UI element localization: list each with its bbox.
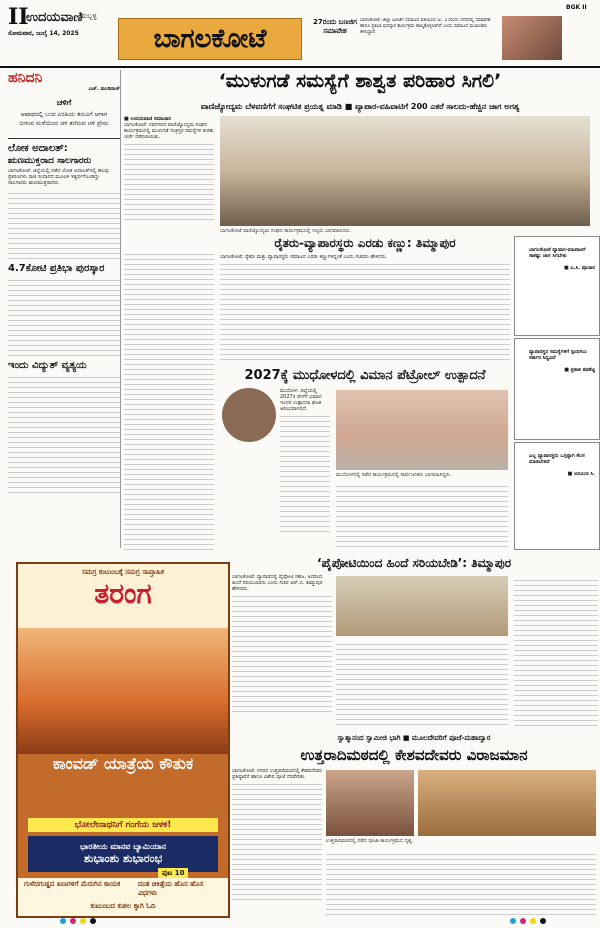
fifth-photo-caption: ಉತ್ತರಾದಿಮಠದಲ್ಲಿ ನಡೆದ ಪೂಜಾ ಕಾರ್ಯಕ್ರಮದ ದೃಶ್ಯ.	[326, 838, 414, 844]
sidebar-body-lines-1	[8, 189, 120, 259]
ad-page-badge: ಪುಟ 10	[158, 868, 188, 879]
ad-cover-headline: ಕಾಂವಡ್ ಯಾತ್ರೆಯ ಕೌತುಕ	[52, 754, 194, 773]
sidebar-body-1: ಬಾಗಲಕೋಟೆ: ಜಿಲ್ಲೆಯಲ್ಲಿ ನಡೆದ ಲೋಕ ಅದಾಲತ್‌ನಲ್ಲಿ ಹಲವು ಪ್ರಕರಣಗಳು ರಾಜಿ ಸಂಧಾನದ ಮೂಲಕ ಇತ್ಯರ್ಥಗೊಂಡಿದ್ದು ಸಾಲಗಾರರು ಋಣಮುಕ್ತರಾದರು.	[8, 168, 109, 186]
registration-mark-black-right	[540, 918, 546, 924]
ad-strip: ಭೋಲೇನಾಥನಿಗೆ ಗಂಗೆಯ ಜಳಕ!	[28, 818, 218, 832]
fourth-body-text: ಬಾಗಲಕೋಟೆ: ವ್ಯಾಪಾರದಲ್ಲಿ ಪೈಪೋಟಿ ಸಹಜ, ಅದರಿಂದ ಹಿಂದೆ ಸರಿಯಬಾರದು ಎಂದು ಸಚಿವ ಆರ್.ಬಿ. ತಿಮ್ಮಾಪುರ ಹೇಳಿದರು.	[232, 574, 323, 592]
ad-feature-line1: ಭಾರತೀಯ ಮಾನವ ಬ್ಯಾಮಿಯಾನ	[79, 842, 167, 851]
quote-box-3	[514, 442, 600, 550]
ad-footer	[18, 878, 228, 916]
paper-name: ಉದಯವಾಣಿ	[26, 10, 83, 25]
left-sidebar	[8, 70, 121, 548]
ad-footer-item3: ಕುಟುಂಬದ ಕುಶಲ ಕ್ಕಾಗಿ ಓದಿ	[90, 902, 156, 910]
sidebar-headline-1b: ಋಣಮುಕ್ತರಾದ ಸಾಲಗಾರರು	[8, 156, 92, 166]
fourth-body-right	[514, 576, 598, 726]
column-author: ಎಚ್. ಡುಂಡಿರಾಜ್	[88, 86, 120, 92]
sidebar-headline-2: 4.7ಕೋಟಿ ಪ್ರತಿಭಾ ಪುರಸ್ಕಾರ	[8, 263, 105, 274]
lead-body-continued	[124, 250, 214, 550]
ad-logo: ತರಂಗ	[94, 577, 152, 610]
page-code: BGK II	[566, 4, 587, 11]
secondary-body	[220, 254, 510, 364]
petrol-body-text: ಮುಧೋಳ: ಜಿಲ್ಲೆಯಲ್ಲಿ 2027ರ ವೇಳೆಗೆ ವಿಮಾನ ಇಂಧನ ಉತ್ಪಾದನಾ ಘಟಕ ಆರಂಭವಾಗಲಿದೆ.	[280, 388, 322, 412]
section-masthead: ಬಾಗಲಕೋಟೆ	[118, 18, 302, 60]
fifth-body-continued	[326, 850, 596, 918]
quote-box-3-name: ■ ಅರವಿಂದ ಸಿ.	[567, 471, 595, 477]
fifth-headline: ಉತ್ತರಾದಿಮಠದಲ್ಲಿ ಕೇಶವದೇವರು ವಿರಾಜಮಾನ	[300, 746, 528, 764]
registration-mark-magenta-right	[520, 918, 526, 924]
issue-date: ಸೋಮವಾರ, ಜುಲೈ 14, 2025	[8, 30, 79, 37]
ad-masthead	[18, 564, 228, 628]
fourth-headline: ‘ಪೈಪೋಟಿಯಿಂದ ಹಿಂದೆ ಸರಿಯಬೇಡಿ’: ತಿಮ್ಮಾಪುರ	[316, 556, 512, 570]
quote-box-2-text: ವ್ಯಾಪಾರಸ್ಥರ ಸಮಸ್ಯೆಗಳಿಗೆ ಸ್ಪಂದಿಸಲು ಸರ್ಕಾರ ಸಿದ್ಧವಿದೆ	[529, 349, 587, 361]
registration-mark-cyan-right	[510, 918, 516, 924]
lead-body	[124, 116, 214, 226]
header-blurb: ಬಾಗಲಕೋಟೆ: ಜಿಲ್ಲಾ ಬಣಜಿಗ ಸಮಾಜದ ವತಿಯಿಂದ ಜು. 27ರಂದು ನಗರದಲ್ಲಿ ಸಮಾವೇಶ ಹಾಗೂ ಪ್ರತಿಭಾ ಪುರಸ್ಕಾರ ಕಾರ್ಯಕ್ರಮ ಹಮ್ಮಿಕೊಳ್ಳಲಾಗಿದೆ ಎಂದು ಸಮಾಜದ ಮುಖಂಡರು ತಿಳಿಸಿದ್ದಾರೆ.	[360, 18, 491, 35]
petrol-body	[280, 388, 330, 548]
poem-title: ಚಳಿಗೆ	[56, 98, 72, 107]
edition-label: ಹುಬ್ಬಳ್ಳಿ	[80, 12, 97, 20]
registration-mark-yellow-right	[530, 918, 536, 924]
poem-text: ಆಷಾಢದಲ್ಲಿ ಬಂದ ವಿರಹಿಯ ತನುವಿಗೆ ಆಗಾಗ ಬೀಳುವ ಮಳೆಯಿಂದ ಚಳಿ ತಣಿಸುವ ಚಳಿ ಪ್ರೇಮ	[19, 111, 109, 127]
registration-mark-magenta	[70, 918, 76, 924]
ad-feature	[28, 836, 218, 872]
petrol-photo	[336, 390, 508, 470]
lead-body-text: ಬಾಗಲಕೋಟೆ: ನವನಗರದ ವಾಣಿಜ್ಯೋದ್ಯಮ ಸಂಘದ ಕಾರ್ಯಕ್ರಮದಲ್ಲಿ ಮುಳುಗಡೆ ಸಂತ್ರಸ್ತರ ಸಮಸ್ಯೆಗಳ ಕುರಿತು ಚರ್ಚೆ ನಡೆಸಲಾಯಿತು.	[124, 122, 214, 140]
secondary-body-text: ಬಾಗಲಕೋಟೆ: ರೈತರು ಮತ್ತು ವ್ಯಾಪಾರಸ್ಥರು ಸಮಾಜದ ಎರಡು ಕಣ್ಣುಗಳಿದ್ದಂತೆ ಎಂದು ಸಚಿವರು ಹೇಳಿದರು.	[220, 254, 388, 260]
sidebar-body-lines-2	[8, 276, 120, 356]
quote-box-2-name: ■ ಪ್ರಕಾಶ ತಪಶೆಟ್ಟಿ	[564, 367, 595, 373]
fourth-body	[232, 574, 332, 724]
quote-box-1-name: ■ ಎ.ಸಿ. ಪೂಜಾರ	[563, 265, 595, 271]
fourth-body-continued	[336, 640, 508, 726]
page-header	[0, 0, 600, 68]
registration-mark-black	[90, 918, 96, 924]
quote-box-3-text: ಎಲ್ಲ ವ್ಯಾಪಾರಸ್ಥರು ಒಗ್ಗಟ್ಟಾಗಿ ಕೆಲಸ ಮಾಡಬೇಕಿದೆ	[529, 453, 585, 465]
sidebar-body-lines-3	[8, 373, 120, 493]
petrol-headline: 2027ಕ್ಕೆ ಮುಧೋಳದಲ್ಲಿ ವಿಮಾನ ಪೆಟ್ರೋಲ್ ಉತ್ಪಾದನೆ	[244, 368, 486, 383]
secondary-headline: ರೈತರು-ವ್ಯಾಪಾರಸ್ಥರು ಎರಡು ಕಣ್ಣು: ತಿಮ್ಮಾಪುರ	[274, 236, 456, 250]
taranga-advertisement[interactable]	[16, 562, 230, 918]
lead-headline: ‘ಮುಳುಗಡೆ ಸಮಸ್ಯೆಗೆ ಶಾಶ್ವತ ಪರಿಹಾರ ಸಿಗಲಿ’	[218, 70, 502, 92]
header-photo	[502, 16, 562, 60]
fifth-kicker: ಸ್ವಾತ್ಮಾನಂದ ಸ್ವಾಮೀಜಿ ಭಾಗಿ ■ ಮೂಲದೇವರಿಗೆ ಪೂಜೆ-ಮಹಾದ್ವಾರ	[337, 734, 491, 742]
petrol-body-continued	[336, 482, 508, 548]
lead-subhead: ವಾಣಿಜ್ಯೋದ್ಯಮ ಬೆಳವಣಿಗೆಗೆ ಸಂಘಟಿತ ಪ್ರಯತ್ನ ಮಾಡಿ ■ ವ್ಯಾಪಾರ-ವಹಿವಾಟಿಗೆ 200 ಎಕರೆ ಸಾಲದು-ಹೆಚ್ಚಿನ ಜಾಗ ಅಗತ್ಯ	[200, 102, 520, 111]
fifth-body-text: ಬಾಗಲಕೋಟೆ: ನಗರದ ಉತ್ತರಾದಿಮಠದಲ್ಲಿ ಕೇಶವದೇವರ ಪ್ರತಿಷ್ಠಾಪನೆ ಹಾಗೂ ವಿಶೇಷ ಪೂಜೆ ನೆರವೇರಿತು.	[232, 768, 322, 780]
sidebar-headline-1: ಲೋಕ ಅದಾಲತ್:	[8, 143, 68, 154]
ad-tagline: ಸಮಗ್ರ ಕುಟುಂಬಕ್ಕೆ ಸಮಗ್ರ ಸಾಪ್ತಾಹಿಕ	[81, 568, 165, 576]
petrol-portrait	[222, 388, 276, 442]
lead-photo	[220, 116, 590, 226]
lead-byline: ■ ಉದಯವಾಣಿ ಸಮಾಚಾರ	[124, 116, 171, 122]
ad-photo	[18, 628, 228, 754]
registration-mark-yellow	[80, 918, 86, 924]
ad-footer-item1: ಗುಳೆದಗುಡ್ಡದ ಖಣಗಳಿಗೆ ಮೆರುಗಿನ ಕಾಯಕ	[24, 880, 121, 888]
quote-box-1	[514, 236, 600, 336]
sidebar-headline-3: ಇಂದು ವಿದ್ಯುತ್ ವ್ಯತ್ಯಯ	[8, 360, 87, 371]
ad-footer-item2: ದಂತ ಚಿಕಿತ್ಸೆಯ ಹೊಸ ಹೊಸ ವಿಧಗಳು	[138, 880, 204, 897]
ad-feature-line2: ಶುಭಾಂಶು ಶುಭಾರಂಭ	[83, 852, 163, 865]
fifth-photo-1	[326, 770, 414, 836]
petrol-photo-caption: ಮುಧೋಳದಲ್ಲಿ ನಡೆದ ಕಾರ್ಯಕ್ರಮದಲ್ಲಿ ಸಾರ್ವಜನಿಕರು ಭಾಗವಹಿಸಿದ್ದರು.	[336, 472, 452, 478]
page-number: II	[8, 4, 29, 30]
fifth-body	[232, 768, 322, 918]
registration-mark-cyan	[60, 918, 66, 924]
column-title: ಹನಿದನಿ	[8, 70, 43, 86]
quote-box-1-text: ಬಾಗಲಕೋಟೆ ವ್ಯಾಪಾರ-ವಹಿವಾಟಿಗೆ ಸಾಕಷ್ಟು ಜಾಗ ಸಿಗಬೇಕು	[529, 247, 586, 259]
lead-photo-caption: ಬಾಗಲಕೋಟೆ ವಾಣಿಜ್ಯೋದ್ಯಮ ಸಂಘದ ಕಾರ್ಯಕ್ರಮದಲ್ಲಿ ಗಣ್ಯರು ಭಾಗವಹಿಸಿದರು.	[220, 228, 352, 234]
fifth-photo-2	[418, 770, 596, 836]
quote-box-2	[514, 338, 600, 440]
masthead-side-label: 27ರಂದು ಬಣಜಿಗ ಸಮಾವೇಶ	[313, 18, 357, 35]
fourth-photo	[336, 576, 508, 636]
